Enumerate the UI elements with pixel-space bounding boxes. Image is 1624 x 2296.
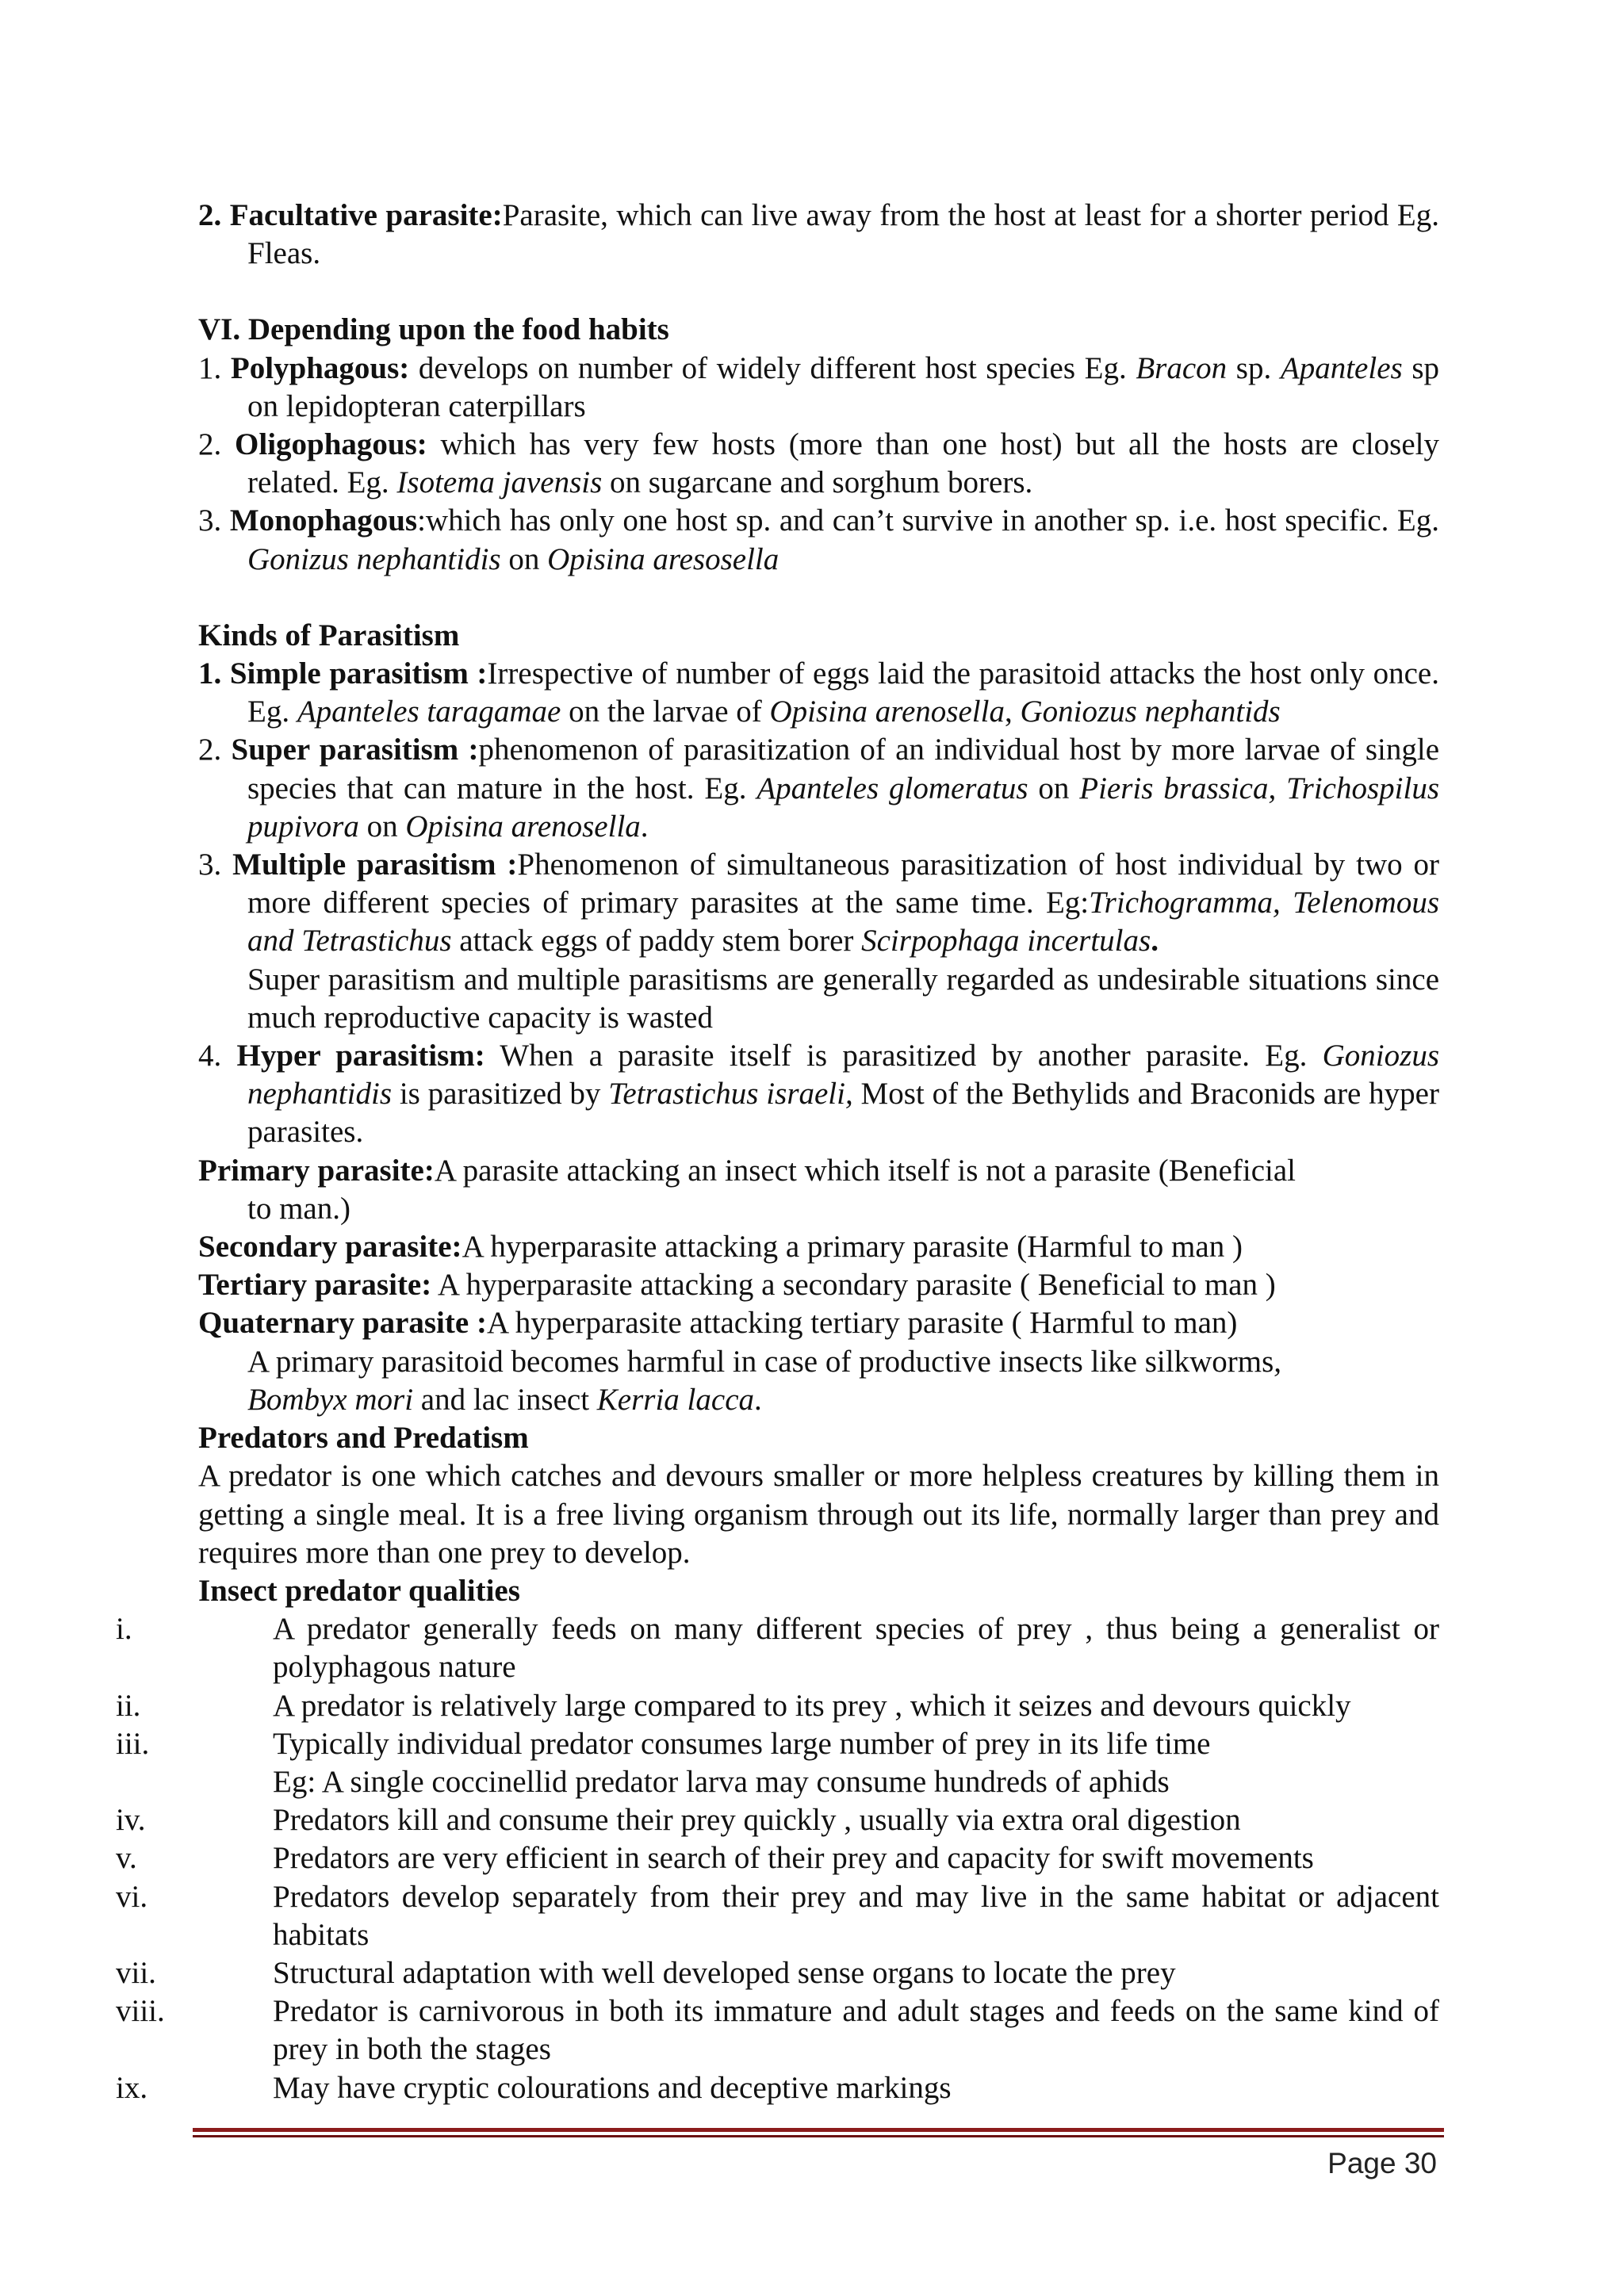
list-item-text: A predator generally feeds on many different species of prey , thus being a generalist or polyphagous nature (273, 1612, 1439, 1685)
tertiary-parasite: Tertiary parasite: A hyperparasite attacking a secondary parasite ( Beneficial to man ) (198, 1268, 1276, 1303)
list-item (116, 1610, 1439, 1686)
document-body (116, 197, 1440, 2107)
monophagous-item: 3. Monophagous:which has only one host sp. and can’t survive in another sp. i.e. host specific. Eg. Gonizus nephantidis on Opisina aresosella (198, 503, 1439, 576)
list-item-text: Predators develop separately from their prey and may live in the same habitat or adjacent habitats (273, 1879, 1439, 1952)
facultative-text: Parasite, which can live away from the host at least for a shorter period Eg. Fleas. (247, 198, 1440, 271)
list-item-text: Predator is carnivorous in both its immature and adult stages and feeds on the same kind of prey in both the stages (273, 1994, 1439, 2067)
simple-parasitism: 1. Simple parasitism :Irrespective of number of eggs laid the parasitoid attacks the host only once. Eg. Apanteles taragamae on the larvae of Opisina arenosella, Goniozus nephantids (198, 656, 1439, 729)
food-habits-heading: VI. Depending upon the food habits (198, 312, 669, 347)
super-parasitism: 2. Super parasitism :phenomenon of parasitization of an individual host by more larvae of single species that can mature in the host. Eg. Apanteles glomeratus on Pieris brassica, Trichospilus pupivora on Opisina arenosella. (198, 733, 1439, 844)
list-item-number: ix. (116, 2070, 148, 2105)
parasitoid-note: A primary parasitoid becomes harmful in case of productive insects like silkworms, Bombyx mori and lac insect Kerria lacca. (247, 1344, 1282, 1417)
facultative-parasite (198, 197, 1439, 273)
list-item-text: May have cryptic colourations and deceptive markings (273, 2070, 952, 2105)
polyphagous-item: 1. Polyphagous: develops on number of widely different host species Eg. Bracon sp. Apanteles sp on lepidopteran caterpillars (198, 350, 1440, 423)
list-item (116, 1954, 1439, 1992)
list-item-number: iii. (116, 1726, 150, 1761)
facultative-term: Facultative parasite: (229, 198, 503, 232)
list-item (116, 1878, 1439, 1954)
hyper-parasitism: 4. Hyper parasitism: When a parasite itself is parasitized by another parasite. Eg. Goniozus nephantidis is parasitized by Tetrastichus israeli, Most of the Bethylids and Braconids are hyper parasites. (198, 1039, 1439, 1150)
kinds-heading: Kinds of Parasitism (198, 618, 460, 652)
list-item (116, 1801, 1439, 1839)
secondary-parasite: Secondary parasite:A hyperparasite attacking a primary parasite (Harmful to man ) (198, 1230, 1243, 1265)
primary-parasite-cont: to man.) (247, 1191, 350, 1226)
list-item-text: Typically individual predator consumes large number of prey in its life time (273, 1726, 1211, 1761)
oligophagous-item: 2. Oligophagous: which has very few hosts (more than one host) but all the hosts are closely related. Eg. Isotema javensis on sugarcane and sorghum borers. (198, 427, 1439, 500)
list-item-example: Eg: A single coccinellid predator larva may consume hundreds of aphids (273, 1764, 1170, 1799)
list-item-number: vii. (116, 1955, 156, 1990)
list-item (116, 1687, 1439, 1725)
quaternary-parasite: Quaternary parasite :A hyperparasite attacking tertiary parasite ( Harmful to man) (198, 1306, 1238, 1341)
list-item-number: v. (116, 1841, 137, 1876)
list-item-number: ii. (116, 1688, 141, 1723)
list-item-text: Predators kill and consume their prey quickly , usually via extra oral digestion (273, 1803, 1241, 1838)
multiple-parasitism-note: Super parasitism and multiple parasitisms are generally regarded as undesirable situations since much reproductive capacity is wasted (247, 962, 1439, 1035)
list-item (116, 2069, 1439, 2107)
list-item (116, 1992, 1439, 2068)
list-item (116, 1725, 1439, 1763)
list-item-text: A predator is relatively large compared to its prey , which it seizes and devours quickly (273, 1688, 1351, 1723)
list-item-text: Structural adaptation with well developed sense organs to locate the prey (273, 1955, 1176, 1990)
list-item-number: viii. (116, 1994, 165, 2029)
list-item-number: iv. (116, 1803, 146, 1838)
list-item (116, 1839, 1439, 1877)
list-item-number: i. (116, 1612, 132, 1647)
facultative-num: 2. (198, 198, 222, 232)
primary-parasite: Primary parasite:A parasite attacking an insect which itself is not a parasite (Beneficial (198, 1153, 1297, 1188)
footer-rule (193, 2128, 1444, 2137)
predator-qualities-list (116, 1610, 1439, 2107)
predator-qualities-heading: Insect predator qualities (198, 1573, 520, 1608)
predators-paragraph: A predator is one which catches and devours smaller or more helpless creatures by killing them in getting a single meal. It is a free living organism through out its life, normally larger than prey and requires more than one prey to develop. (198, 1459, 1439, 1570)
list-item-text: Predators are very efficient in search of their prey and capacity for swift movements (273, 1841, 1314, 1876)
page-number: Page 30 (1327, 2147, 1437, 2179)
predators-heading: Predators and Predatism (198, 1421, 529, 1456)
multiple-parasitism: 3. Multiple parasitism :Phenomenon of simultaneous parasitization of host individual by two or more different species of primary parasites at the same time. Eg:Trichogramma, Telenomous and Tetrastichus attack eggs of paddy stem borer Scirpophaga incertulas. (198, 848, 1440, 959)
list-item-number: vi. (116, 1879, 148, 1914)
